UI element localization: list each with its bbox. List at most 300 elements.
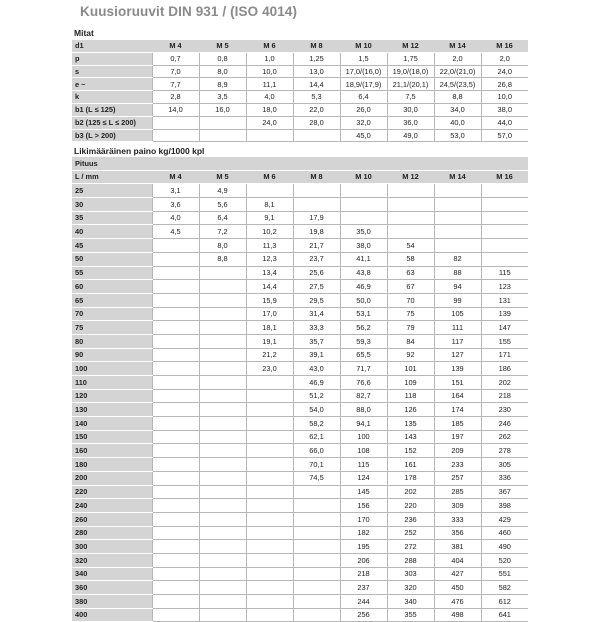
weight-cell: 404 — [434, 553, 481, 567]
dimensions-cell: 36,0 — [387, 116, 434, 129]
table-row — [72, 266, 528, 280]
table-row — [72, 512, 528, 526]
weight-size-header: M 6 — [246, 170, 293, 184]
weight-cell — [152, 417, 199, 431]
weight-cell: 25,6 — [293, 266, 340, 280]
dimensions-cell: 18,0 — [246, 103, 293, 116]
table-row — [72, 52, 528, 65]
weight-cell — [152, 334, 199, 348]
weight-cell: 115 — [481, 266, 528, 280]
table-row — [72, 362, 528, 376]
weight-cell: 38,0 — [340, 239, 387, 253]
weight-cell — [246, 471, 293, 485]
dimensions-row-label: b3 (L > 200) — [72, 129, 152, 142]
weight-row-label: 25 — [72, 184, 152, 198]
weight-cell: 51,2 — [293, 389, 340, 403]
weight-cell — [199, 471, 246, 485]
weight-cell — [246, 540, 293, 554]
weight-cell — [199, 595, 246, 609]
weight-cell: 67 — [387, 280, 434, 294]
table-row — [72, 485, 528, 499]
weight-cell: 152 — [387, 444, 434, 458]
weight-cell — [199, 608, 246, 622]
weight-cell — [246, 485, 293, 499]
weight-row-label: 35 — [72, 211, 152, 225]
weight-cell: 13,4 — [246, 266, 293, 280]
weight-cell: 74,5 — [293, 471, 340, 485]
weight-cell: 206 — [340, 553, 387, 567]
weight-cell: 17,0 — [246, 307, 293, 321]
weight-header-row — [72, 170, 528, 184]
weight-cell — [152, 553, 199, 567]
weight-cell: 202 — [387, 485, 434, 499]
weight-cell — [340, 211, 387, 225]
dimensions-cell: 19,0/(18,0) — [387, 65, 434, 78]
weight-cell: 161 — [387, 458, 434, 472]
weight-row-label: 200 — [72, 471, 152, 485]
weight-cell: 145 — [340, 485, 387, 499]
weight-cell — [246, 458, 293, 472]
weight-cell: 288 — [387, 553, 434, 567]
weight-cell — [481, 198, 528, 212]
weight-cell: 12,3 — [246, 252, 293, 266]
weight-cell: 7,2 — [199, 225, 246, 239]
weight-cell — [152, 512, 199, 526]
dimensions-cell: 57,0 — [481, 129, 528, 142]
dimensions-header-row — [72, 40, 528, 52]
weight-cell: 43,0 — [293, 362, 340, 376]
weight-cell — [199, 321, 246, 335]
weight-cell: 123 — [481, 280, 528, 294]
weight-cell — [152, 280, 199, 294]
weight-cell: 218 — [481, 389, 528, 403]
weight-cell: 135 — [387, 417, 434, 431]
dimensions-cell: 13,0 — [293, 65, 340, 78]
weight-cell: 124 — [340, 471, 387, 485]
weight-cell — [152, 608, 199, 622]
weight-cell: 100 — [340, 430, 387, 444]
weight-cell: 6,4 — [199, 211, 246, 225]
table-row — [72, 458, 528, 472]
weight-cell — [199, 293, 246, 307]
weight-cell: 105 — [434, 307, 481, 321]
weight-cell: 246 — [481, 417, 528, 431]
weight-cell — [293, 526, 340, 540]
dimensions-cell: 14,0 — [152, 103, 199, 116]
weight-cell: 367 — [481, 485, 528, 499]
dimensions-row-label: b2 (125 ≤ L ≤ 200) — [72, 116, 152, 129]
weight-cell: 476 — [434, 595, 481, 609]
weight-cell — [152, 252, 199, 266]
weight-cell — [199, 334, 246, 348]
weight-cell — [199, 540, 246, 554]
dimensions-row-label: k — [72, 91, 152, 104]
weight-cell — [152, 485, 199, 499]
dimensions-cell: 3,5 — [199, 91, 246, 104]
weight-cell: 41,1 — [340, 252, 387, 266]
table-row — [72, 430, 528, 444]
weight-cell — [293, 184, 340, 198]
weight-cell — [199, 567, 246, 581]
weight-cell — [340, 184, 387, 198]
weight-cell — [387, 225, 434, 239]
weight-cell: 21,7 — [293, 239, 340, 253]
dimensions-cell: 7,7 — [152, 78, 199, 91]
dimensions-table — [72, 40, 528, 142]
weight-cell — [293, 512, 340, 526]
weight-cell: 14,4 — [246, 280, 293, 294]
dimensions-cell: 44,0 — [481, 116, 528, 129]
dimensions-cell: 2,0 — [481, 52, 528, 65]
weight-cell — [152, 581, 199, 595]
table-row — [72, 225, 528, 239]
weight-cell — [152, 293, 199, 307]
weight-cell — [152, 526, 199, 540]
weight-cell: 117 — [434, 334, 481, 348]
weight-cell — [246, 403, 293, 417]
dimensions-size-header: M 10 — [340, 40, 387, 52]
weight-cell: 99 — [434, 293, 481, 307]
weight-row-label: 260 — [72, 512, 152, 526]
dimensions-cell: 26,0 — [340, 103, 387, 116]
weight-cell: 278 — [481, 444, 528, 458]
weight-cell — [293, 499, 340, 513]
weight-cell — [246, 184, 293, 198]
dimensions-cell: 18,9/(17,9) — [340, 78, 387, 91]
weight-cell — [152, 471, 199, 485]
dimensions-section-title: Mitat — [74, 28, 94, 38]
weight-size-header: M 16 — [481, 170, 528, 184]
weight-cell: 171 — [481, 348, 528, 362]
weight-row-label: 80 — [72, 334, 152, 348]
dimensions-cell: 24,0 — [481, 65, 528, 78]
weight-cell — [199, 376, 246, 390]
weight-cell: 19,8 — [293, 225, 340, 239]
weight-cell — [434, 239, 481, 253]
weight-cell — [246, 376, 293, 390]
weight-cell: 151 — [434, 376, 481, 390]
weight-cell: 53,1 — [340, 307, 387, 321]
weight-cell: 10,2 — [246, 225, 293, 239]
weight-cell: 3,6 — [152, 198, 199, 212]
weight-cell: 88,0 — [340, 403, 387, 417]
weight-row-label: 300 — [72, 540, 152, 554]
weight-cell: 236 — [387, 512, 434, 526]
table-row — [72, 280, 528, 294]
weight-size-header: M 12 — [387, 170, 434, 184]
weight-row-label: 30 — [72, 198, 152, 212]
table-row — [72, 129, 528, 142]
weight-cell: 460 — [481, 526, 528, 540]
dimensions-cell: 17,0/(16,0) — [340, 65, 387, 78]
weight-cell — [293, 540, 340, 554]
weight-cell: 4,0 — [152, 211, 199, 225]
weight-cell — [340, 198, 387, 212]
weight-cell — [246, 512, 293, 526]
weight-cell — [246, 389, 293, 403]
weight-row-label: 100 — [72, 362, 152, 376]
weight-row-label: 90 — [72, 348, 152, 362]
weight-cell: 5,6 — [199, 198, 246, 212]
dimensions-row-label: s — [72, 65, 152, 78]
weight-cell — [434, 211, 481, 225]
weight-cell: 58 — [387, 252, 434, 266]
weight-cell: 174 — [434, 403, 481, 417]
weight-cell: 21,2 — [246, 348, 293, 362]
weight-cell: 8,1 — [246, 198, 293, 212]
weight-cell: 197 — [434, 430, 481, 444]
weight-cell — [199, 266, 246, 280]
weight-cell — [199, 403, 246, 417]
weight-cell — [199, 485, 246, 499]
dimensions-cell — [293, 129, 340, 142]
weight-cell: 336 — [481, 471, 528, 485]
weight-cell — [199, 430, 246, 444]
dimensions-size-header: M 8 — [293, 40, 340, 52]
table-row — [72, 103, 528, 116]
weight-row-label: 150 — [72, 430, 152, 444]
weight-cell: 56,2 — [340, 321, 387, 335]
weight-cell — [246, 499, 293, 513]
weight-cell — [199, 444, 246, 458]
weight-cell — [199, 499, 246, 513]
weight-cell — [246, 608, 293, 622]
weight-cell — [293, 485, 340, 499]
weight-cell: 202 — [481, 376, 528, 390]
weight-cell: 118 — [387, 389, 434, 403]
weight-cell — [199, 348, 246, 362]
weight-cell — [199, 553, 246, 567]
dimensions-cell: 24,5/(23,5) — [434, 78, 481, 91]
weight-cell: 233 — [434, 458, 481, 472]
weight-cell: 139 — [481, 307, 528, 321]
weight-cell — [434, 198, 481, 212]
weight-cell — [481, 252, 528, 266]
weight-cell: 285 — [434, 485, 481, 499]
dimensions-cell — [152, 129, 199, 142]
table-row — [72, 293, 528, 307]
weight-cell: 94,1 — [340, 417, 387, 431]
weight-cell — [152, 362, 199, 376]
dimensions-cell: 30,0 — [387, 103, 434, 116]
weight-row-label: 60 — [72, 280, 152, 294]
dimensions-cell: 0,8 — [199, 52, 246, 65]
weight-row-label: 55 — [72, 266, 152, 280]
weight-cell: 139 — [434, 362, 481, 376]
dimensions-cell: 26,8 — [481, 78, 528, 91]
dimensions-cell: 16,0 — [199, 103, 246, 116]
weight-cell: 54,0 — [293, 403, 340, 417]
weight-row-label: 50 — [72, 252, 152, 266]
weight-cell: 309 — [434, 499, 481, 513]
weight-cell: 43,8 — [340, 266, 387, 280]
dimensions-cell — [246, 129, 293, 142]
weight-cell — [481, 184, 528, 198]
table-row — [72, 198, 528, 212]
weight-cell: 11,3 — [246, 239, 293, 253]
weight-cell: 15,9 — [246, 293, 293, 307]
weight-cell: 218 — [340, 567, 387, 581]
weight-row-label: 160 — [72, 444, 152, 458]
dimensions-size-header: M 12 — [387, 40, 434, 52]
weight-cell: 155 — [481, 334, 528, 348]
weight-cell: 108 — [340, 444, 387, 458]
table-row — [72, 389, 528, 403]
weight-row-label: 130 — [72, 403, 152, 417]
pituus-row — [72, 157, 528, 170]
weight-cell: 262 — [481, 430, 528, 444]
weight-cell — [246, 567, 293, 581]
weight-cell: 131 — [481, 293, 528, 307]
weight-cell — [152, 444, 199, 458]
weight-cell: 66,0 — [293, 444, 340, 458]
weight-cell: 54 — [387, 239, 434, 253]
weight-cell — [387, 198, 434, 212]
dimensions-cell: 21,1/(20,1) — [387, 78, 434, 91]
dimensions-cell: 28,0 — [293, 116, 340, 129]
weight-cell: 147 — [481, 321, 528, 335]
table-row — [72, 252, 528, 266]
weight-cell: 450 — [434, 581, 481, 595]
table-row — [72, 608, 528, 622]
weight-cell: 356 — [434, 526, 481, 540]
dimensions-cell: 2,0 — [434, 52, 481, 65]
weight-cell — [152, 540, 199, 554]
weight-cell: 50,0 — [340, 293, 387, 307]
weight-cell: 33,3 — [293, 321, 340, 335]
dimensions-cell: 32,0 — [340, 116, 387, 129]
weight-cell — [152, 266, 199, 280]
dimensions-size-header: M 6 — [246, 40, 293, 52]
dimensions-cell: 49,0 — [387, 129, 434, 142]
weight-cell — [246, 553, 293, 567]
weight-cell — [152, 307, 199, 321]
weight-cell: 429 — [481, 512, 528, 526]
dimensions-cell: 22,0/(21,0) — [434, 65, 481, 78]
table-row — [72, 116, 528, 129]
weight-cell: 498 — [434, 608, 481, 622]
dimensions-row-label: e ~ — [72, 78, 152, 91]
weight-cell: 143 — [387, 430, 434, 444]
table-row — [72, 403, 528, 417]
weight-cell: 59,3 — [340, 334, 387, 348]
weight-row-label: 220 — [72, 485, 152, 499]
weight-cell — [152, 430, 199, 444]
weight-cell: 256 — [340, 608, 387, 622]
weight-row-label: 340 — [72, 567, 152, 581]
weight-cell: 111 — [434, 321, 481, 335]
dimensions-cell: 1,25 — [293, 52, 340, 65]
weight-cell: 101 — [387, 362, 434, 376]
weight-cell: 252 — [387, 526, 434, 540]
weight-cell — [199, 526, 246, 540]
dimensions-cell: 1,75 — [387, 52, 434, 65]
dimensions-cell: 34,0 — [434, 103, 481, 116]
weight-cell: 63 — [387, 266, 434, 280]
weight-cell: 9,1 — [246, 211, 293, 225]
dimensions-cell: 7,5 — [387, 91, 434, 104]
weight-cell: 182 — [340, 526, 387, 540]
weight-cell: 23,0 — [246, 362, 293, 376]
weight-row-label: 360 — [72, 581, 152, 595]
weight-cell: 257 — [434, 471, 481, 485]
weight-cell: 92 — [387, 348, 434, 362]
weight-cell — [152, 595, 199, 609]
weight-cell — [199, 280, 246, 294]
dimensions-cell: 14,4 — [293, 78, 340, 91]
dimensions-cell: 0,7 — [152, 52, 199, 65]
table-row — [72, 184, 528, 198]
table-row — [72, 471, 528, 485]
table-row — [72, 567, 528, 581]
weight-cell: 70,1 — [293, 458, 340, 472]
table-row — [72, 540, 528, 554]
weight-cell: 70 — [387, 293, 434, 307]
table-row — [72, 348, 528, 362]
pituus-label: Pituus — [72, 157, 528, 170]
weight-cell: 23,7 — [293, 252, 340, 266]
weight-cell: 427 — [434, 567, 481, 581]
weight-size-header: M 14 — [434, 170, 481, 184]
weight-row-label: 45 — [72, 239, 152, 253]
weight-cell — [434, 184, 481, 198]
weight-cell — [152, 376, 199, 390]
dimensions-cell: 24,0 — [246, 116, 293, 129]
dimensions-cell — [199, 129, 246, 142]
dimensions-cell: 53,0 — [434, 129, 481, 142]
weight-cell: 490 — [481, 540, 528, 554]
dimensions-header-label: d1 — [72, 40, 152, 52]
table-row — [72, 334, 528, 348]
weight-cell: 355 — [387, 608, 434, 622]
dimensions-cell: 10,0 — [246, 65, 293, 78]
dimensions-cell: 22,0 — [293, 103, 340, 116]
weight-cell: 333 — [434, 512, 481, 526]
table-row — [72, 239, 528, 253]
dimensions-cell: 40,0 — [434, 116, 481, 129]
dimensions-cell: 6,4 — [340, 91, 387, 104]
weight-cell: 186 — [481, 362, 528, 376]
weight-cell — [152, 499, 199, 513]
weight-cell: 17,9 — [293, 211, 340, 225]
dimensions-cell: 38,0 — [481, 103, 528, 116]
weight-row-label: 380 — [72, 595, 152, 609]
weight-cell: 220 — [387, 499, 434, 513]
weight-row-label: 140 — [72, 417, 152, 431]
weight-cell: 612 — [481, 595, 528, 609]
weight-cell — [152, 389, 199, 403]
weight-cell: 65,5 — [340, 348, 387, 362]
weight-cell — [246, 595, 293, 609]
weight-cell: 3,1 — [152, 184, 199, 198]
weight-row-label: 70 — [72, 307, 152, 321]
weight-cell — [246, 444, 293, 458]
weight-row-label: 320 — [72, 553, 152, 567]
weight-cell: 272 — [387, 540, 434, 554]
weight-cell: 303 — [387, 567, 434, 581]
weight-cell: 237 — [340, 581, 387, 595]
weight-row-label: 400 — [72, 608, 152, 622]
weight-row-label: 120 — [72, 389, 152, 403]
weight-cell — [293, 595, 340, 609]
table-row — [72, 526, 528, 540]
weight-cell: 8,0 — [199, 239, 246, 253]
dimensions-cell — [199, 116, 246, 129]
weight-cell: 4,9 — [199, 184, 246, 198]
dimensions-cell: 1,0 — [246, 52, 293, 65]
dimensions-size-header: M 14 — [434, 40, 481, 52]
weight-cell — [246, 417, 293, 431]
